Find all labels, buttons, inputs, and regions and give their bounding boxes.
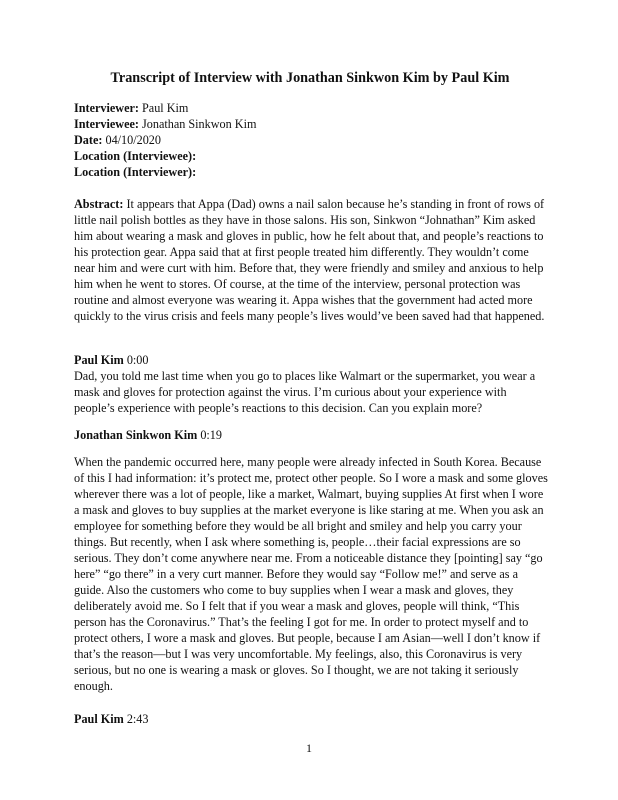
meta-label: Location (Interviewer):	[74, 165, 197, 179]
meta-interviewer	[74, 100, 546, 116]
timestamp: 0:00	[126, 353, 149, 367]
speaker-heading	[74, 427, 546, 443]
abstract-line: quickly to the virus crisis and feels many people’s lives would’ve been saved had that happened.	[74, 309, 545, 323]
speech-line: deliberately avoid me. So I felt that if you wear a mask and gloves, people will think, “This	[74, 599, 520, 613]
speech-paragraph	[74, 368, 546, 416]
abstract-line: his protection gear. Appa said that at first people treated him differently. They wouldn’t come	[74, 245, 529, 259]
speaker-heading	[74, 352, 546, 368]
speech-line: a mask and gloves to buy supplies at the market everyone is like staring at me. When you ask an	[74, 503, 544, 517]
meta-label: Date:	[74, 133, 103, 147]
speaker-name: Paul Kim	[74, 712, 124, 726]
meta-label: Interviewee:	[74, 117, 139, 131]
meta-label: Interviewer:	[74, 101, 139, 115]
abstract-line: near him and were curt with him. Before that, they were friendly and smiley and anxious to help	[74, 261, 544, 275]
meta-date	[74, 132, 546, 148]
speech-line: When the pandemic occurred here, many people were already infected in South Korea. Because	[74, 455, 542, 469]
abstract-label: Abstract:	[74, 197, 124, 211]
abstract-line: him about wearing a mask and gloves in public, how he felt about that, and people’s reactions to	[74, 229, 544, 243]
speech-line: here” “go there” in a very curt manner. Before they would say “Follow me!” and serve as a	[74, 567, 518, 581]
abstract-text: It appears that Appa (Dad) owns a nail salon because he’s standing in front of rows of	[126, 197, 545, 211]
speech-line: of this I had information: it’s protect me, protect other people. So I wore a mask and some gloves	[74, 471, 548, 485]
speech-line: protect others, I wore a mask and gloves. But people, because I am Asian—well I don’t know if	[74, 631, 541, 645]
speech-line: wherever there was a lot of people, like a market, Walmart, buying supplies At first when I wore	[74, 487, 544, 501]
meta-value: 04/10/2020	[105, 133, 161, 147]
speech-line: things. But recently, when I ask where something is, people…their facial expressions are so	[74, 535, 521, 549]
speech-line: enough.	[74, 679, 113, 693]
timestamp: 0:19	[200, 428, 222, 442]
meta-location-interviewer	[74, 164, 546, 180]
meta-value: Paul Kim	[142, 101, 189, 115]
speech-line: Dad, you told me last time when you go to places like Walmart or the supermarket, you wear a	[74, 369, 536, 383]
abstract-line: him when he went to stores. Of course, at the time of the interview, personal protection was	[74, 277, 521, 291]
abstract-line: little nail polish bottles as they have in those salons. His son, Sinkwon “Johnathan” Kim asked	[74, 213, 536, 227]
timestamp: 2:43	[126, 712, 149, 726]
speech-line: serious, but no one is wearing a mask or gloves. So I thought, we are not taking it seriously	[74, 663, 519, 677]
speech-line: guide. Also the customers who come to buy supplies when I wear a mask and gloves, they	[74, 583, 514, 597]
speech-line: serious. They don’t come anywhere near me. From a noticeable distance they [pointing] say “go	[74, 551, 543, 565]
meta-interviewee	[74, 116, 546, 132]
speaker-heading	[74, 711, 546, 727]
meta-location-interviewee	[74, 148, 546, 164]
speech-line: that’s the reason—but I was very uncomfortable. My feelings, also, this Coronavirus is very	[74, 647, 523, 661]
document-title: Transcript of Interview with Jonathan Sinkwon Kim by Paul Kim	[110, 70, 510, 86]
transcript-page	[74, 70, 546, 727]
abstract	[74, 196, 546, 324]
meta-label: Location (Interviewee):	[74, 149, 197, 163]
abstract-line	[74, 196, 546, 212]
meta-value: Jonathan Sinkwon Kim	[142, 117, 257, 131]
interview-metadata	[74, 100, 546, 180]
speech-line: employee for something before they would be all bright and smiley and help you carry your	[74, 519, 522, 533]
speech-line: mask and gloves for protection against the virus. I’m curious about your experience with	[74, 385, 507, 399]
speaker-name: Jonathan Sinkwon Kim	[74, 428, 198, 442]
speaker-name: Paul Kim	[74, 353, 124, 367]
abstract-line: routine and almost everyone was wearing it. Appa wishes that the government had acted more	[74, 293, 533, 307]
speech-line: person has the Coronavirus.” That’s the feeling I got for me. In order to protect myself and to	[74, 615, 529, 629]
page-number: 1	[306, 741, 312, 755]
speech-line: people’s experience with people’s reactions to this decision. Can you explain more?	[74, 401, 483, 415]
speech-paragraph	[74, 454, 546, 694]
